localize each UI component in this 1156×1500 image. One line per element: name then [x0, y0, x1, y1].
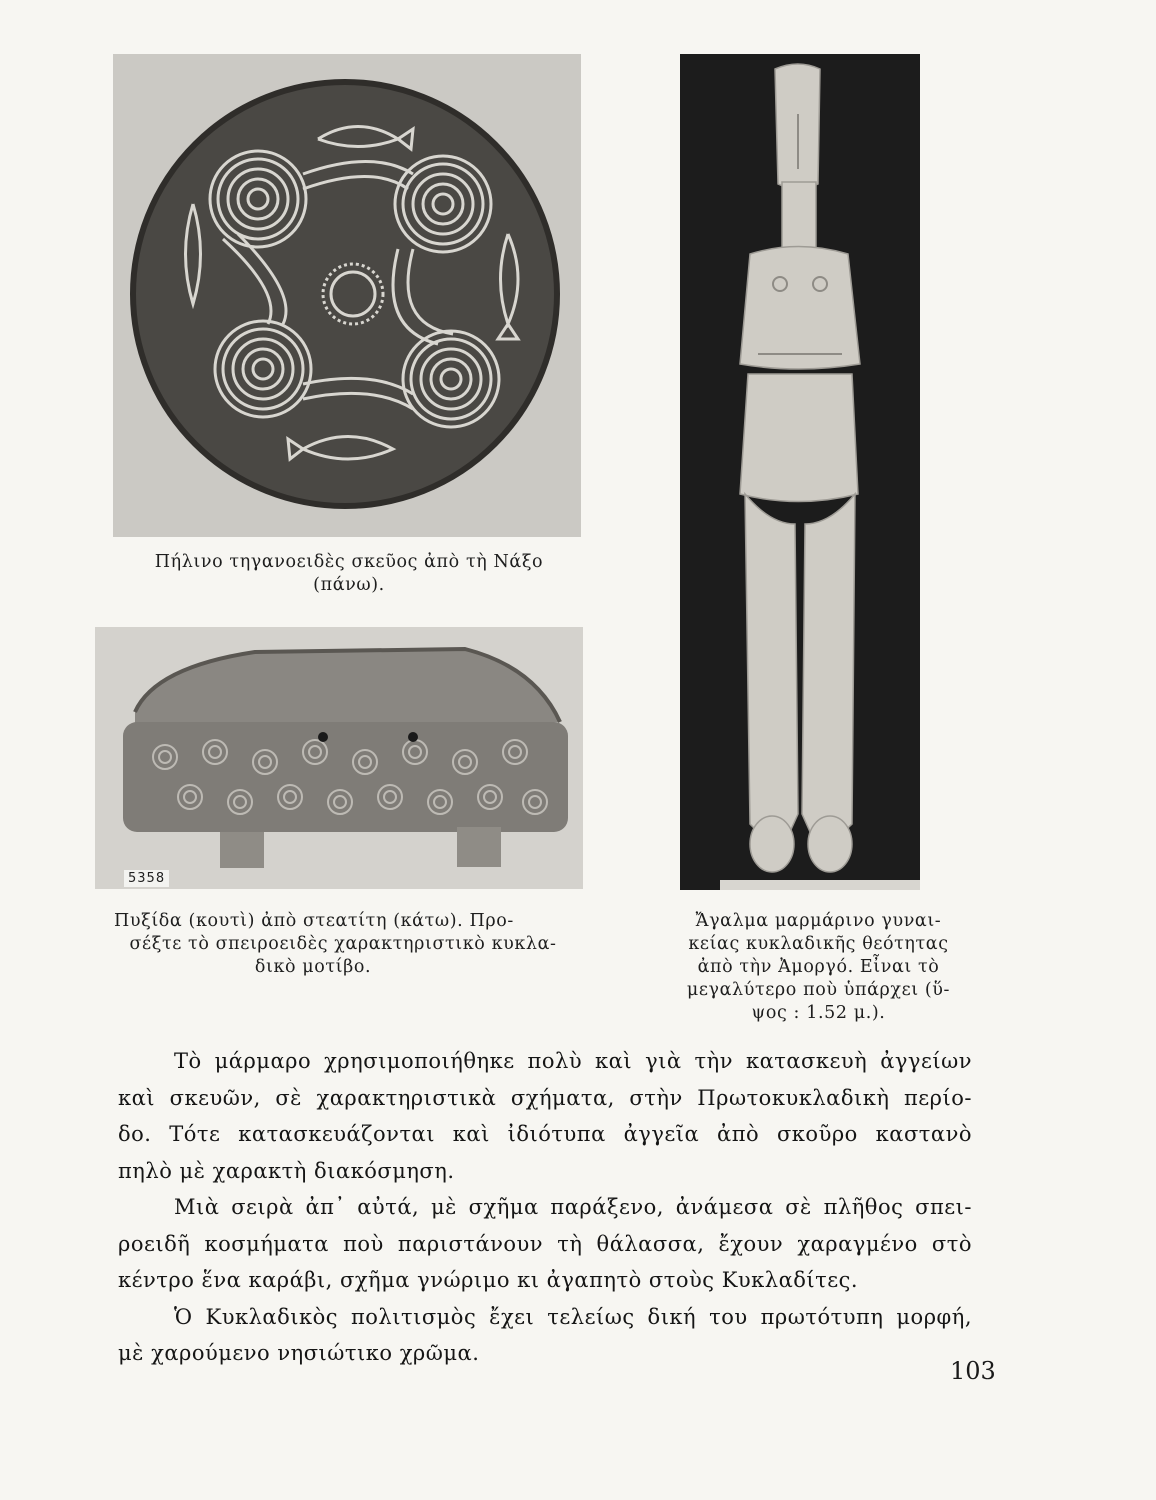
plate-caption-line: (πάνω). — [313, 575, 385, 595]
body-line: μὲ χαρούμενο νησιώτικο χρῶμα. — [118, 1341, 480, 1365]
body-line: Ὁ Κυκλαδικὸς πολιτισμὸς ἔχει τελείως δική του πρωτότυπη μορφή, — [174, 1304, 972, 1329]
pyxis-caption — [114, 910, 572, 979]
figurine-caption — [676, 910, 961, 1025]
plate-caption-line: Πήλινο τηγανοειδὲς σκεῦος ἀπὸ τὴ Νάξο — [154, 552, 544, 572]
page-number: 103 — [950, 1357, 996, 1385]
body-paragraphs — [118, 1043, 972, 1372]
frying-pan-vessel-photo — [113, 54, 581, 537]
pyxis-caption-line: δικὸ μοτίβο. — [254, 957, 372, 977]
pyxis-caption-line: σέξτε τὸ σπειροειδὲς χαρακτηριστικὸ κυκλα- — [129, 934, 557, 954]
body-line: πηλὸ μὲ χαρακτὴ διακόσμηση. — [118, 1158, 455, 1183]
body-line: κέντρο ἕνα καράβι, σχῆμα γνώριμο κι ἀγαπητὸ στοὺς Κυκλαδίτες. — [118, 1268, 859, 1292]
body-line: καὶ σκευῶν, σὲ χαρακτηριστικὰ σχήματα, στὴν Πρωτοκυκλαδικὴ περίο- — [118, 1085, 972, 1110]
body-line: Μιὰ σειρὰ ἀπ᾽ αὐτά, μὲ σχῆμα παράξενο, ἀνάμεσα σὲ πλῆθος σπει- — [174, 1195, 972, 1219]
pyxis-caption-line: Πυξίδα (κουτὶ) ἀπὸ στεατίτη (κάτω). Προ- — [114, 911, 514, 931]
plate-caption — [114, 551, 584, 597]
body-line: δο. Τότε κατασκευάζονται καὶ ἰδιότυπα ἀγγεῖα ἀπὸ σκοῦρο καστανὸ — [118, 1122, 972, 1146]
figurine-caption-line: μεγαλύτερο ποὺ ὑπάρχει (ὕ- — [686, 980, 951, 1000]
catalog-number-label: 5358 — [124, 870, 169, 887]
figurine-caption-line: Ἄγαλμα μαρμάρινο γυναι- — [695, 911, 942, 931]
figurine-caption-line: ἀπὸ τὴν Ἀμοργό. Εἶναι τὸ — [697, 957, 940, 977]
steatite-pyxis-photo — [95, 627, 583, 889]
figurine-caption-line: κείας κυκλαδικῆς θεότητας — [688, 934, 949, 954]
body-line: Τὸ μάρμαρο χρησιμοποιήθηκε πολὺ καὶ γιὰ τὴν κατασκευὴ ἀγγείων — [174, 1049, 972, 1073]
body-line: ροειδῆ κοσμήματα ποὺ παριστάνουν τὴ θάλασσα, ἔχουν χαραγμένο στὸ — [118, 1231, 972, 1256]
figurine-caption-line: ψος : 1.52 μ.). — [751, 1003, 886, 1023]
cycladic-figurine-photo — [680, 54, 920, 890]
